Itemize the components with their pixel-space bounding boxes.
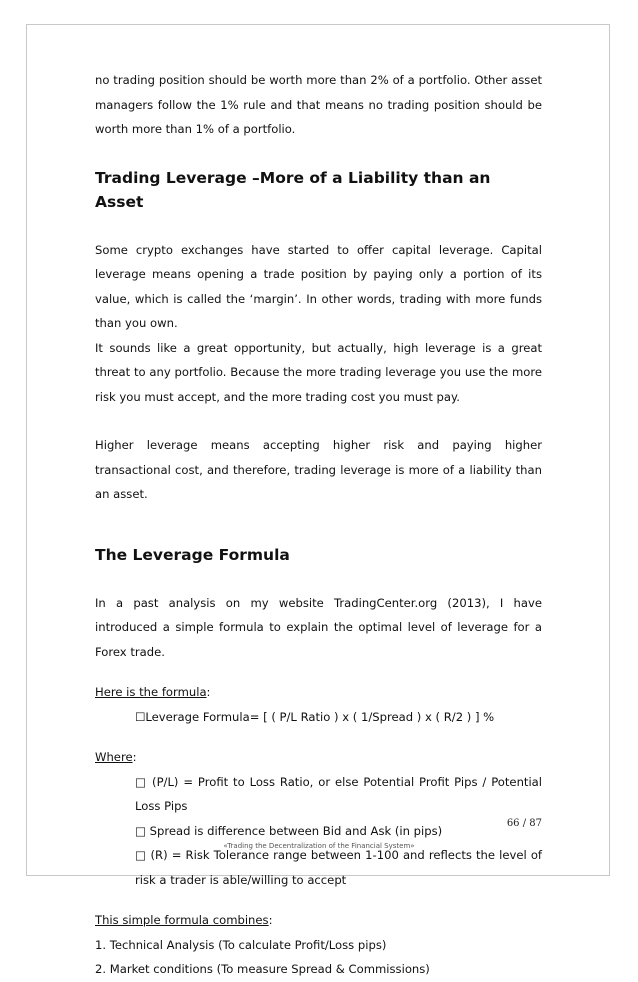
paragraph: Some crypto exchanges have started to offer capital leverage. Capital leverage means opening a trade position by paying only a portion of its value, which is called the ‘margin’. In other words, trading with more funds than you own. [95,242,542,330]
numbered-item: 2. Market conditions (To measure Spread & Commissions) [95,962,430,976]
combines-label-line [95,908,542,933]
colon: : [206,685,211,699]
paragraph: Higher leverage means accepting higher risk and paying higher transactional cost, and therefore, trading leverage is more of a liability than an asset. [95,438,542,501]
section-heading-leverage-formula: The Leverage Formula [95,545,290,564]
colon: : [132,750,137,764]
list-item-text: Spread is difference between Bid and Ask (in pips) [149,823,443,838]
intro-paragraph: no trading position should be worth more than 2% of a portfolio. Other asset managers follow the 1% rule and that means no trading position should be worth more than 1% of a portfolio. [95,73,542,136]
paragraph: In a past analysis on my website TradingCenter.org (2013), I have introduced a simple formula to explain the optimal level of leverage for a Forex trade. [95,595,542,659]
numbered-item: 1. Technical Analysis (To calculate Profit/Loss pips) [95,937,387,952]
checkbox-glyph-icon: ☐ [135,709,146,724]
colon: : [268,913,273,927]
where-label-line [95,745,542,770]
list-item [95,843,542,892]
list-item [95,819,542,844]
formula-label-line [95,680,542,705]
list-item [95,770,542,819]
where-label: Where [95,750,133,764]
list-item-text: (R) = Risk Tolerance range between 1-100 and reflects the level of risk a trader is able/willing to accept [135,848,543,887]
page-number: 66 / 87 [506,818,542,829]
page-footer: «Trading the Decentralization of the Financial System» [223,842,415,850]
square-bullet-icon: □ [135,848,151,862]
combines-label: This simple formula combines [95,913,269,927]
square-bullet-icon: □ [135,774,153,789]
paragraph: It sounds like a great opportunity, but actually, high leverage is a great threat to any portfolio. Because the more trading leverage you use the more risk you must accept, and the more trading cost you must pay. [95,340,542,404]
formula-label: Here is the formula [95,685,207,699]
list-item-text: (P/L) = Profit to Loss Ratio, or else Potential Profit Pips / Potential Loss Pips [135,774,543,813]
square-bullet-icon: □ [135,823,150,838]
section-heading-trading-leverage: Trading Leverage –More of a Liability than an Asset [95,168,491,211]
formula-line [95,705,542,730]
formula-text: Leverage Formula= [ ( P/L Ratio ) x ( 1/Spread ) x ( R/2 ) ] % [145,709,495,724]
